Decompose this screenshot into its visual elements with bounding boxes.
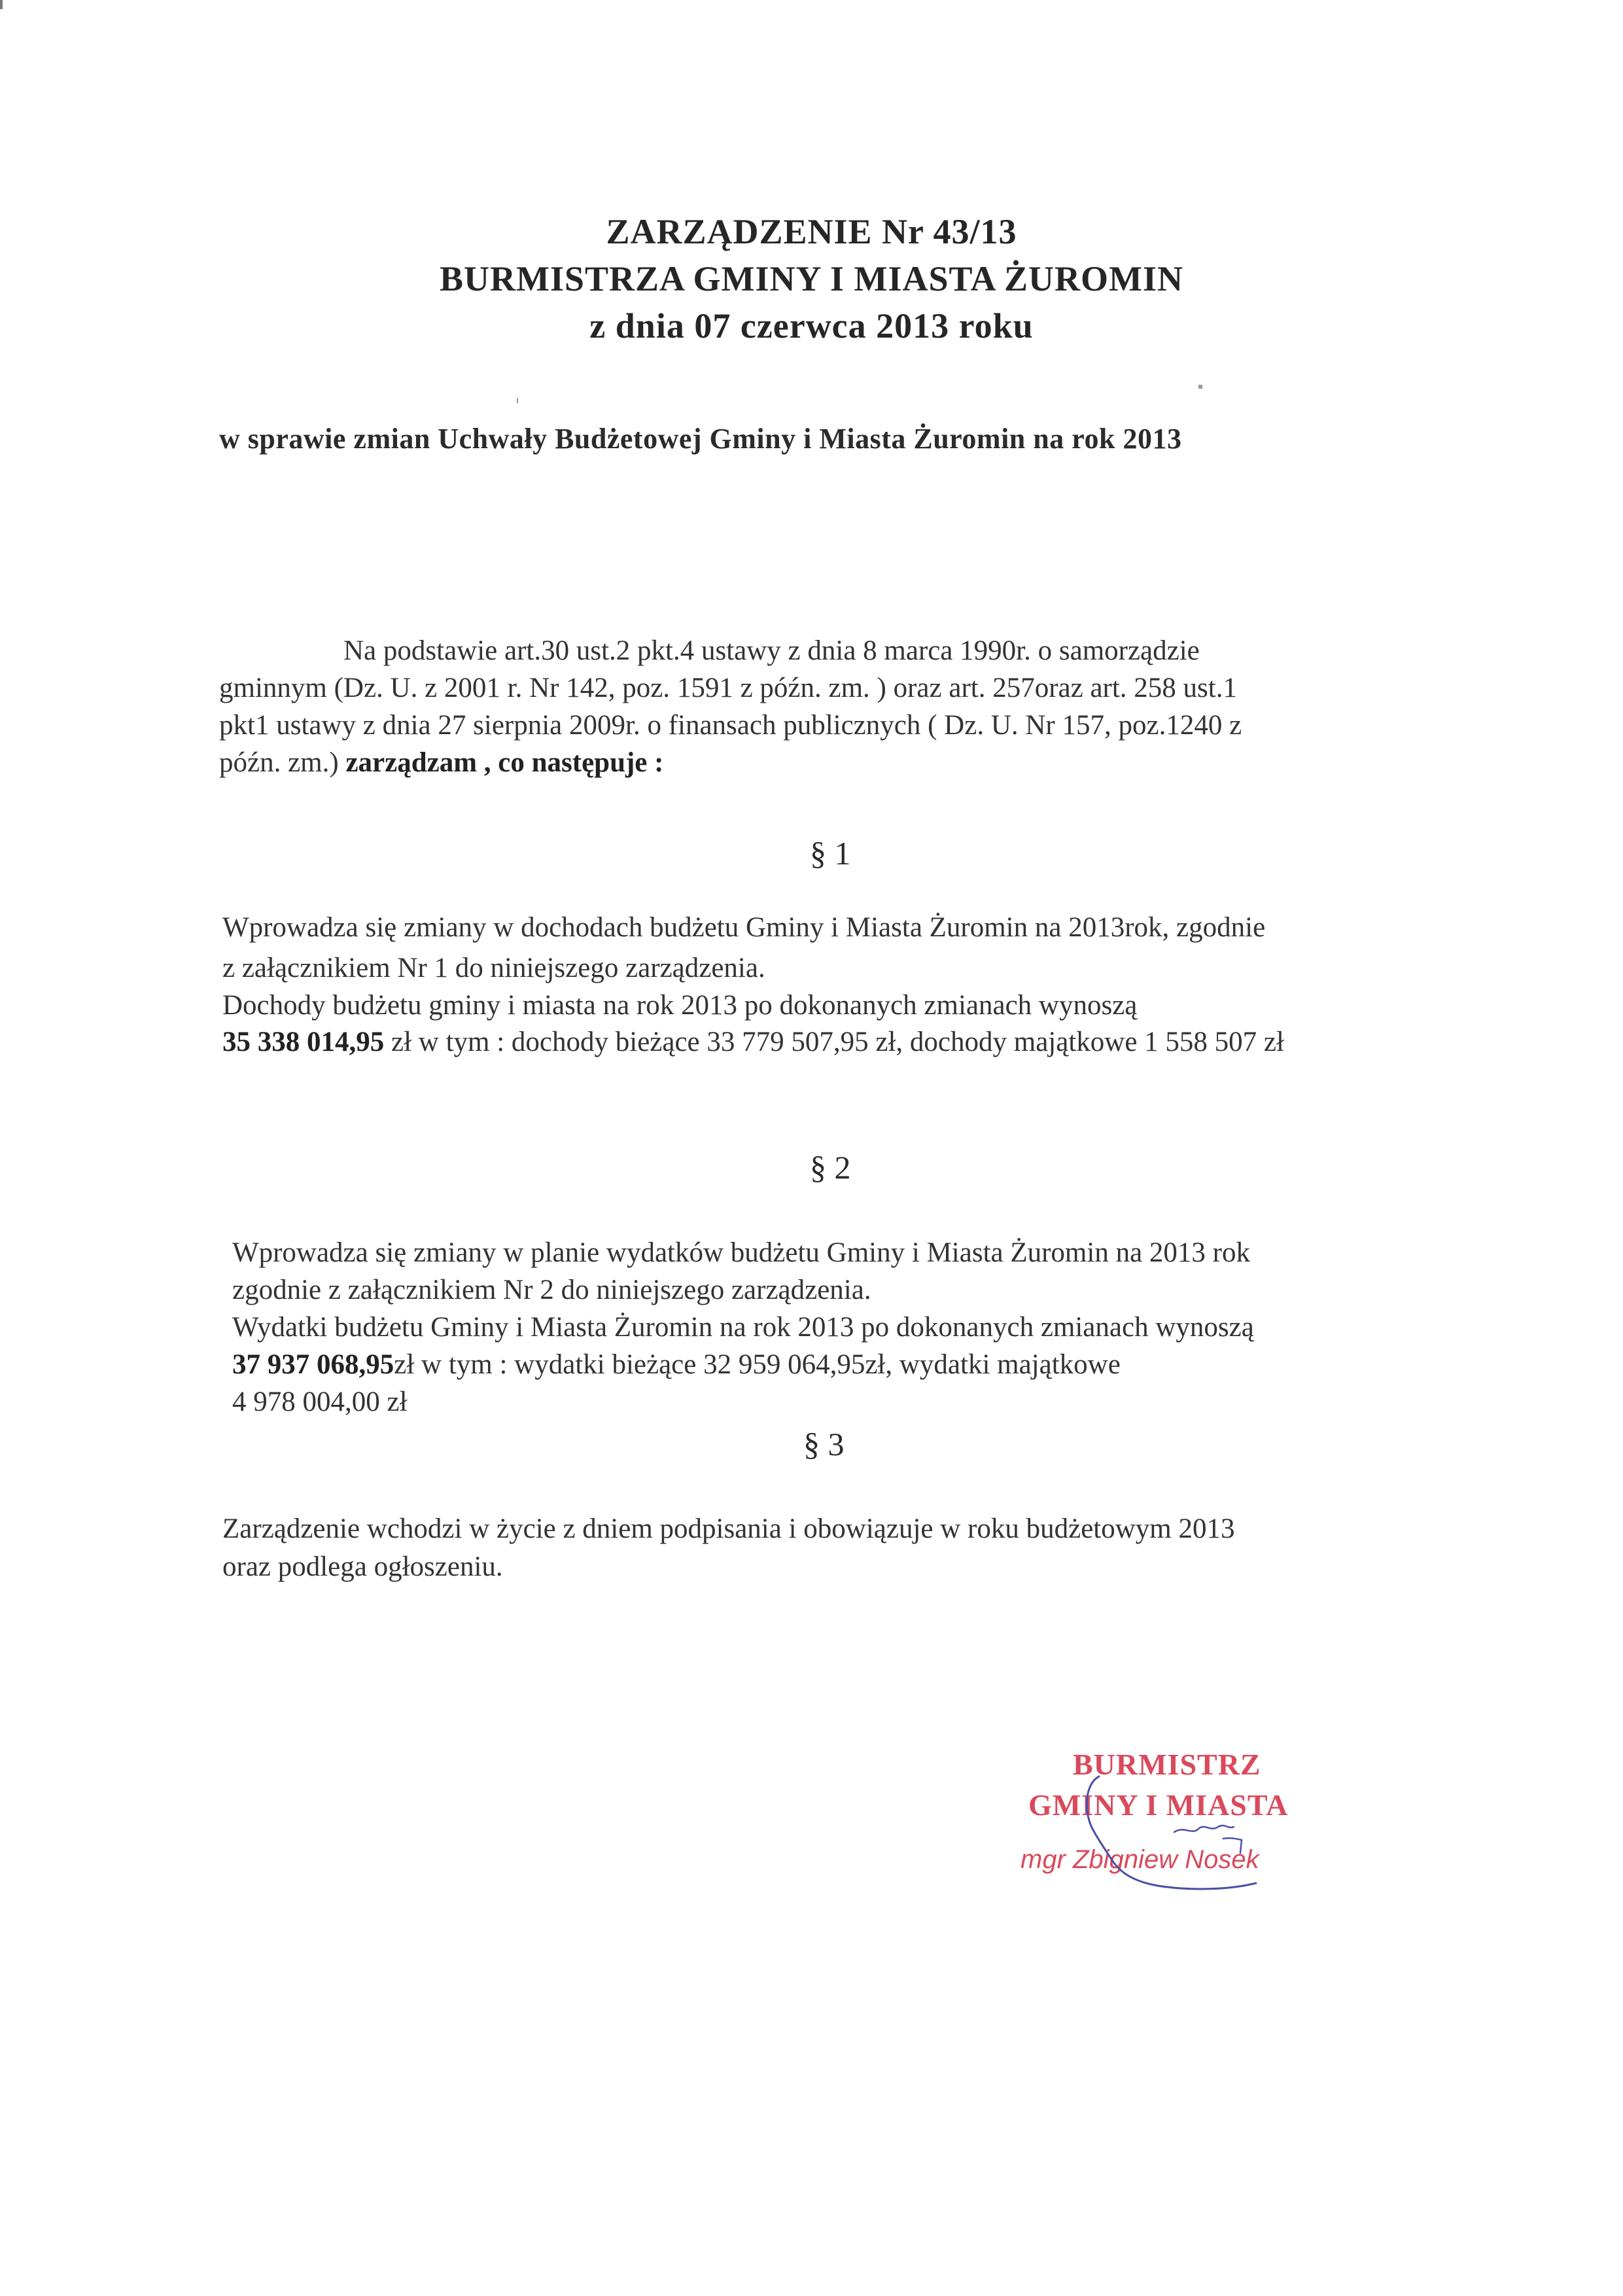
stamp-office: GMINY I MIASTA [1028,1788,1289,1822]
scan-speck [517,398,518,403]
preamble-text: późn. zm.) [219,747,346,778]
title-block [0,208,1623,349]
decree-subject: w sprawie zmian Uchwały Budżetowej Gminy i Miasta Żuromin na rok 2013 [219,423,1182,455]
expenditure-breakdown: zł w tym : wydatki bieżące 32 959 064,95zł, wydatki majątkowe [394,1349,1121,1380]
section1-line: Dochody budżetu gminy i miasta na rok 2013 po dokonanych zmianach wynoszą [222,990,1138,1021]
section3-line: oraz podlega ogłoszeniu. [222,1551,503,1582]
section2-line [232,1349,1121,1381]
decision-phrase: zarządzam , co następuje : [345,747,664,778]
stamp-name: mgr Zbigniew Nosek [1021,1845,1259,1874]
section2-line: 4 978 004,00 zł [232,1386,408,1417]
section-mark-2: § 2 [810,1149,851,1186]
section3-line: Zarządzenie wchodzi w życie z dniem podpisania i obowiązuje w roku budżetowym 2013 [222,1513,1235,1544]
decree-number: ZARZĄDZENIE Nr 43/13 [606,212,1017,251]
preamble-line: gminnym (Dz. U. z 2001 r. Nr 142, poz. 1591 z późn. zm. ) oraz art. 257oraz art. 258 ust.1 [219,673,1237,703]
section1-line: Wprowadza się zmiany w dochodach budżetu Gminy i Miasta Żuromin na 2013rok, zgodnie [222,912,1266,943]
total-expenditure-amount: 37 937 068,95 [232,1349,394,1380]
section2-line: Wprowadza się zmiany w planie wydatków budżetu Gminy i Miasta Żuromin na 2013 rok [232,1237,1250,1268]
section1-line: z załącznikiem Nr 1 do niniejszego zarządzenia. [222,953,765,983]
section2-line: Wydatki budżetu Gminy i Miasta Żuromin na rok 2013 po dokonanych zmianach wynoszą [232,1312,1254,1343]
section-mark-3: § 3 [803,1426,845,1462]
decree-date: z dnia 07 czerwca 2013 roku [589,306,1034,345]
section1-line [222,1026,1284,1058]
section2-line: zgodnie z załącznikiem Nr 2 do niniejszego zarządzenia. [232,1275,871,1305]
income-breakdown: zł w tym : dochody bieżące 33 779 507,95 zł, dochody majątkowe 1 558 507 zł [384,1027,1284,1057]
total-income-amount: 35 338 014,95 [222,1027,385,1057]
scan-speck [0,0,3,9]
preamble-line: Na podstawie art.30 ust.2 pkt.4 ustawy z dnia 8 marca 1990r. o samorządzie [343,635,1200,666]
issuing-authority: BURMISTRZA GMINY I MIASTA ŻUROMIN [439,259,1184,298]
preamble-line [219,747,663,779]
stamp-title: BURMISTRZ [1073,1748,1261,1781]
handwritten-signature [1021,1740,1328,1924]
section-mark-1: § 1 [810,835,851,872]
scan-speck [1198,385,1202,389]
preamble-line: pkt1 ustawy z dnia 27 sierpnia 2009r. o finansach publicznych ( Dz. U. Nr 157, poz.1240 z [219,710,1242,741]
